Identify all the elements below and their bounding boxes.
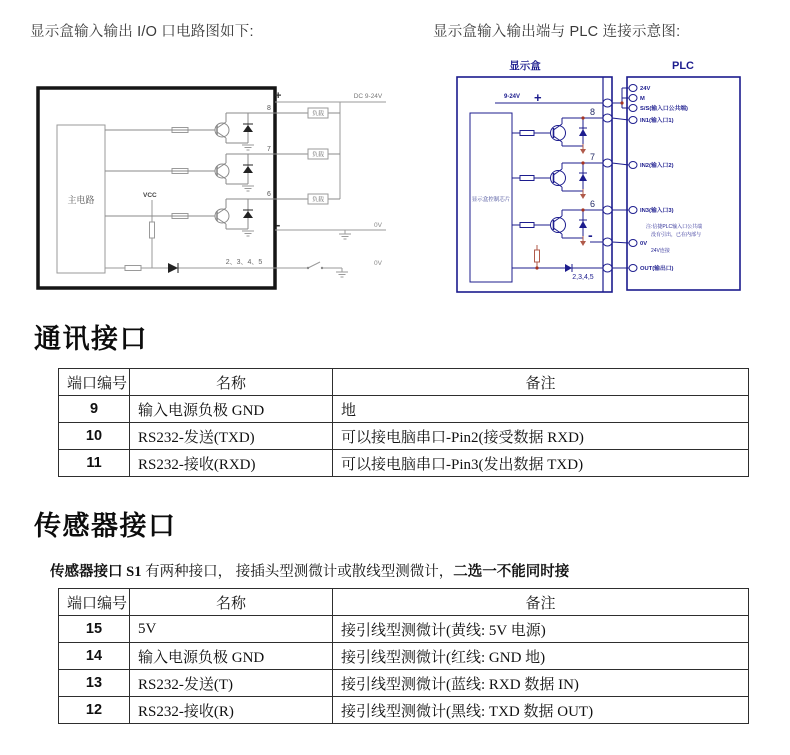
- port-name: RS232-接收(RXD): [130, 450, 333, 477]
- bottom-pins-label: 2,3,4,5: [572, 274, 594, 281]
- plc-terminal-circles: [629, 85, 637, 272]
- output-stages: [105, 105, 340, 236]
- table-row: [59, 643, 749, 670]
- io-circuit-diagram: [30, 82, 390, 294]
- plc-pin-in1: IN1(输入口1): [640, 118, 674, 124]
- port-name: 输入电源负极 GND: [130, 396, 333, 423]
- col-header-port: 端口编号: [59, 589, 130, 616]
- port-number: 10: [59, 423, 130, 450]
- dc-label: DC 9-24V: [353, 93, 383, 100]
- plc-pin-m: M: [640, 96, 645, 102]
- port-name: RS232-发送(TXD): [130, 423, 333, 450]
- plc-pin-in2: IN2(输入口2): [640, 163, 674, 169]
- table-row: [59, 450, 749, 477]
- load-label: 负载: [311, 197, 325, 204]
- plc-pin-0v: 0V: [640, 241, 648, 247]
- pin8-label: 8: [590, 107, 596, 117]
- port-remark: 接引线型测微计(黄线: 5V 电源): [333, 616, 749, 643]
- port-number: 9: [59, 396, 130, 423]
- port-remark: 可以接电脑串口-Pin3(发出数据 TXD): [333, 450, 749, 477]
- col-header-name: 名称: [130, 589, 333, 616]
- plc-diagram-title: 显示盒输入输出端与 PLC 连接示意图:: [433, 24, 681, 40]
- io-wires: [105, 102, 386, 272]
- pin8-label: 8: [267, 105, 271, 112]
- port-name: 5V: [130, 616, 333, 643]
- main-circuit-label: 主电路: [67, 195, 95, 205]
- port-name: 输入电源负极 GND: [130, 643, 333, 670]
- plc-note-line3: 24V连接: [651, 248, 670, 254]
- table-row: [59, 616, 749, 643]
- zerov-bottom: 0V: [374, 260, 382, 267]
- vcc-label: VCC: [143, 192, 157, 199]
- plc-pin-in3: IN3(输入口3): [640, 208, 674, 214]
- plc-pin-out: OUT(输出口): [640, 266, 674, 272]
- plc-connection-diagram: [440, 55, 790, 300]
- port-remark: 可以接电脑串口-Pin2(接受数据 RXD): [333, 423, 749, 450]
- sensor-intro-bold1: 传感器接口 S1: [50, 564, 142, 580]
- port-name: RS232-接收(R): [130, 697, 333, 724]
- diode: [243, 125, 253, 132]
- pin7-label: 7: [267, 146, 271, 153]
- plus-label: +: [275, 90, 282, 102]
- load-label: 负载: [311, 152, 325, 159]
- sensor-section-heading: 传感器接口: [34, 511, 177, 541]
- ground-symbol: [336, 234, 351, 277]
- port-name: RS232-发送(T): [130, 670, 333, 697]
- port-number: 15: [59, 616, 130, 643]
- col-header-name: 名称: [130, 369, 333, 396]
- display-stages: [512, 107, 603, 246]
- sensor-intro-bold2: 二选一不能同时接: [453, 564, 570, 580]
- input-diode: [168, 263, 178, 273]
- port-remark: 接引线型测微计(黑线: TXD 数据 OUT): [333, 697, 749, 724]
- port-remark: 地: [333, 396, 749, 423]
- port-number: 13: [59, 670, 130, 697]
- pull-resistor: [535, 245, 540, 268]
- plc-pin-labels: [640, 86, 688, 272]
- table-row: [59, 670, 749, 697]
- bottom-diode: [565, 264, 572, 272]
- bottom-pins-label: 2、3、4、5: [225, 259, 263, 266]
- resistors: [125, 128, 188, 271]
- pin7-label: 7: [590, 152, 596, 162]
- plc-title: PLC: [672, 60, 694, 72]
- plc-note-line1: 注:信捷PLC输入口公共端: [646, 224, 703, 230]
- plc-note-line2: 没有引出，已在内部与: [651, 232, 702, 238]
- load-label: 负载: [311, 111, 325, 118]
- sensor-intro-text: [50, 560, 569, 581]
- terminal-circles: [603, 99, 612, 272]
- comm-section-heading: 通讯接口: [34, 324, 148, 354]
- plus-label: +: [534, 90, 542, 105]
- plc-pin-24v: 24V: [640, 86, 651, 92]
- table-header-row: [59, 589, 749, 616]
- port-number: 11: [59, 450, 130, 477]
- pin6-label: 6: [590, 199, 596, 209]
- port-number: 12: [59, 697, 130, 724]
- table-row: [59, 396, 749, 423]
- table-row: [59, 697, 749, 724]
- table-row: [59, 423, 749, 450]
- plc-note: [646, 223, 702, 254]
- col-header-remark: 备注: [333, 369, 749, 396]
- minus-label: -: [588, 227, 593, 243]
- pin6-label: 6: [267, 191, 271, 198]
- zerov-top: 0V: [374, 222, 382, 229]
- sensor-intro-regular: 有两种接口， 接插头型测微计或散线型测微计，: [141, 564, 454, 580]
- comm-port-table: [58, 368, 749, 477]
- port-remark: 接引线型测微计(红线: GND 地): [333, 643, 749, 670]
- port-remark: 接引线型测微计(蓝线: RXD 数据 IN): [333, 670, 749, 697]
- table-header-row: [59, 369, 749, 396]
- col-header-remark: 备注: [333, 589, 749, 616]
- display-box-title: 显示盒: [509, 60, 541, 72]
- chip-label: 显示盒控制芯片: [471, 197, 511, 203]
- io-diagram-title: 显示盒输入输出 I/O 口电路图如下:: [30, 24, 254, 40]
- plc-pin-ss: S/S(输入口公共端): [640, 106, 688, 112]
- col-header-port: 端口编号: [59, 369, 130, 396]
- port-number: 14: [59, 643, 130, 670]
- minus-label: -: [276, 217, 281, 232]
- voltage-label: 9-24V: [503, 94, 521, 100]
- sensor-port-table: [58, 588, 749, 724]
